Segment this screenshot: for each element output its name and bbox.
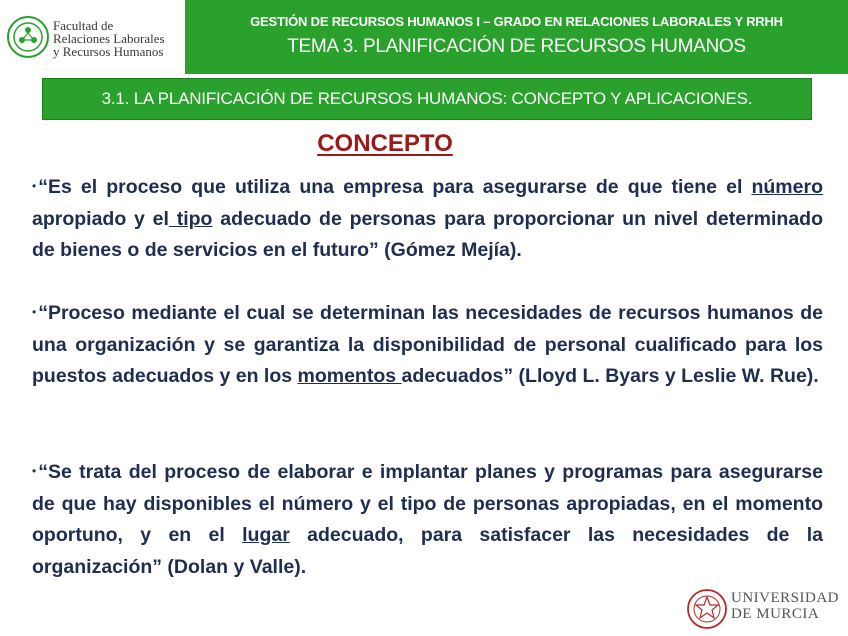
quote-text: “Es el proceso que utiliza una empresa para asegurarse de que tiene el [38, 176, 752, 198]
quote-text: “Se trata del proceso de elaborar e implantar planes y programas para asegurarse de que hay disponibles el número y el tipo de personas apropiadas, en el momento oportuno, y en el [32, 461, 823, 546]
quote-byars-rue [32, 297, 823, 393]
underlined-term: tipo [168, 207, 213, 230]
course-title: GESTIÓN DE RECURSOS HUMANOS I – GRADO EN RELACIONES LABORALES Y RRHH [250, 14, 783, 29]
quote-text: adecuados” (Lloyd L. Byars y Leslie W. Rue). [401, 365, 819, 387]
header-band [185, 0, 848, 74]
bullet: • [32, 179, 37, 193]
bullet: • [32, 305, 37, 319]
section-title: 3.1. LA PLANIFICACIÓN DE RECURSOS HUMANOS: CONCEPTO Y APLICACIONES. [42, 78, 812, 120]
underlined-term: lugar [242, 524, 290, 546]
university-logo [686, 588, 846, 632]
quote-text: “Proceso mediante el cual se determinan las necesidades de recursos humanos de una organización y se garantiza la disponibilidad de personal cualificado para los puestos adecuados y en los [32, 302, 823, 387]
concept-heading: CONCEPTO [317, 130, 453, 157]
faculty-name-line2: Relaciones Laborales [53, 31, 165, 46]
university-name-line2: DE MURCIA [731, 606, 820, 622]
faculty-emblem-icon [6, 15, 50, 59]
university-name [731, 590, 839, 622]
quote-text: apropiado y el [32, 207, 169, 230]
quote-text: adecuado, para satisfacer las necesidades de la organización” (Dolan y Valle). [32, 524, 823, 578]
quote-text: adecuado de personas para proporcionar un nivel determinado de bienes o de servicios en el futuro” (Gómez Mejía). [32, 207, 823, 261]
quote-dolan-valle [32, 456, 823, 583]
faculty-name-line3: y Recursos Humanos [53, 44, 164, 59]
faculty-name-line1: Facultad de [53, 18, 114, 33]
underlined-term: momentos [297, 365, 402, 387]
quote-gomez-mejia [32, 171, 823, 267]
university-name-line1: UNIVERSIDAD [731, 590, 839, 606]
underlined-term: número [751, 176, 823, 198]
topic-title: TEMA 3. PLANIFICACIÓN DE RECURSOS HUMANOS [287, 36, 746, 57]
bullet: • [32, 464, 37, 478]
faculty-name [53, 19, 165, 58]
university-seal-icon [686, 588, 728, 630]
faculty-logo [0, 0, 184, 74]
